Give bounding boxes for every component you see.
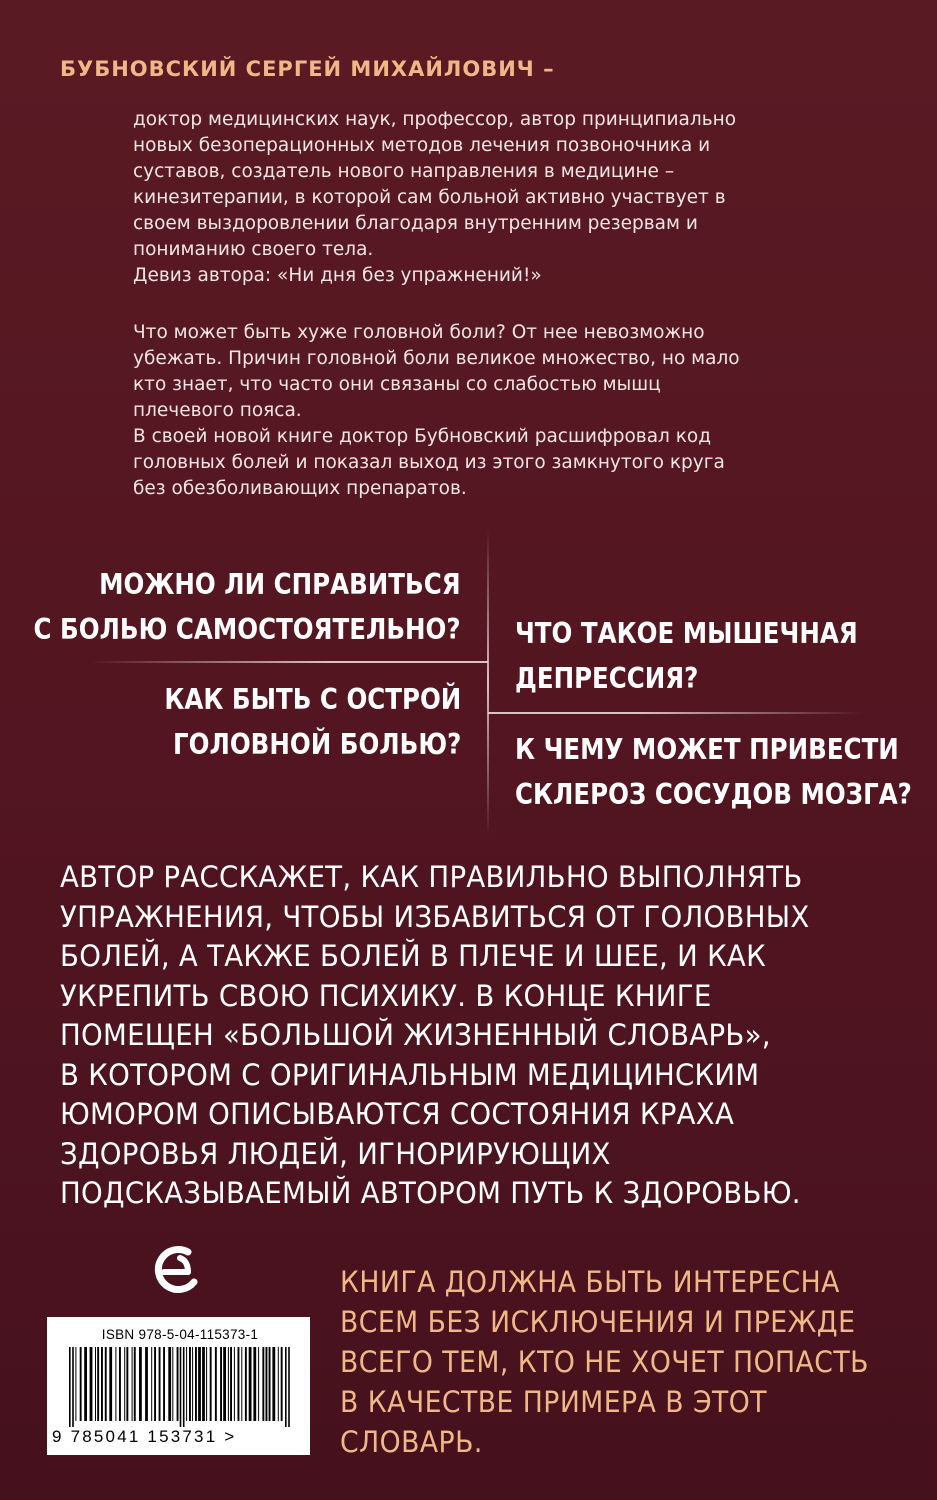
bio-line: своем выздоровлении благодаря внутренним резервам и	[133, 213, 698, 234]
intro-line: В своей новой книге доктор Бубновский расшифровал код	[133, 426, 712, 447]
barcode-bar	[241, 1347, 242, 1421]
main-line: АВТОР РАССКАЖЕТ, КАК ПРАВИЛЬНО ВЫПОЛНЯТЬ	[60, 860, 803, 894]
barcode-bar	[220, 1347, 222, 1421]
barcode-bar	[249, 1347, 252, 1421]
main-line: БОЛЕЙ, А ТАКЖЕ БОЛЕЙ В ПЛЕЧЕ И ШЕЕ, И КАК	[60, 939, 766, 973]
barcode-bar	[262, 1347, 264, 1421]
barcode-bar	[69, 1347, 71, 1427]
barcode-bar	[84, 1347, 87, 1421]
question-acute-headache	[164, 677, 461, 767]
question-line: СКЛЕРОЗ СОСУДОВ МОЗГА?	[515, 778, 912, 811]
barcode-bar	[238, 1347, 240, 1421]
questions-grid	[0, 530, 937, 840]
barcode-bar	[163, 1347, 165, 1421]
barcode-bar	[109, 1347, 112, 1421]
barcode-bar	[139, 1347, 142, 1421]
intro-line: кто знает, что часто они связаны со слабостью мышц	[133, 374, 661, 395]
author-bio	[133, 107, 833, 289]
barcode-bar	[285, 1347, 287, 1427]
barcode-bar	[105, 1347, 107, 1421]
barcode-bar	[101, 1347, 103, 1421]
isbn-label: ISBN 978-5-04-115373-1	[101, 1327, 259, 1342]
barcode-bar	[177, 1347, 179, 1421]
barcode-bar	[132, 1347, 133, 1421]
barcode-bar	[115, 1347, 116, 1421]
barcode-bar	[230, 1347, 232, 1421]
barcode-bar	[202, 1347, 205, 1421]
barcode-bar	[154, 1347, 156, 1421]
barcode-bar	[245, 1347, 247, 1421]
barcode-bar	[126, 1347, 128, 1421]
barcode-bar	[192, 1347, 193, 1421]
intro-line: убежать. Причин головной боли великое множество, но мало	[133, 348, 740, 369]
barcode-bar	[124, 1347, 125, 1421]
barcode-bar	[253, 1347, 256, 1421]
question-cope-with-pain	[34, 562, 461, 652]
conclusion-line: КНИГА ДОЛЖНА БЫТЬ ИНТЕРЕСНА	[340, 1265, 840, 1299]
left-horizontal-divider	[90, 661, 488, 663]
barcode-bar	[189, 1347, 191, 1421]
barcode-bar	[75, 1347, 76, 1421]
intro-line: головных болей и показал выход из этого замкнутого круга	[133, 452, 725, 473]
barcode-bar	[266, 1347, 268, 1421]
bio-line: пониманию своего тела.	[133, 239, 374, 260]
question-muscle-depression	[515, 611, 858, 701]
author-name-heading: БУБНОВСКИЙ СЕРГЕЙ МИХАЙЛОВИЧ –	[60, 57, 555, 81]
question-line: С БОЛЬЮ САМОСТОЯТЕЛЬНО?	[33, 613, 461, 646]
bio-line: новых безоперационных методов лечения позвоночника и	[133, 135, 711, 156]
barcode-bar	[180, 1347, 182, 1427]
main-line: УКРЕПИТЬ СВОЮ ПСИХИКУ. В КОНЦЕ КНИГЕ	[60, 978, 712, 1013]
barcode-bar	[186, 1347, 187, 1421]
barcode-bar	[258, 1347, 259, 1421]
barcode-bar	[80, 1347, 82, 1421]
barcode-bar	[183, 1347, 185, 1427]
barcode-panel	[47, 1317, 310, 1455]
barcode-digits: 9 785041 153731 >	[52, 1427, 237, 1446]
intro-line: Что может быть хуже головной боли? От нее невозможно	[133, 322, 705, 343]
barcode-bar	[215, 1347, 217, 1421]
barcode-bar	[72, 1347, 74, 1427]
barcode-bar	[228, 1347, 229, 1421]
main-line: В КОТОРОМ С ОРИГИНАЛЬНЫМ МЕДИЦИНСКИМ	[60, 1057, 760, 1092]
barcode-bar	[210, 1347, 212, 1421]
bio-line: кинезитерапии, в которой сам больной активно участвует в	[133, 187, 726, 208]
barcode-bar	[272, 1347, 275, 1421]
barcode-bar	[119, 1347, 121, 1421]
vertical-divider	[487, 530, 489, 836]
barcode-bar	[145, 1347, 148, 1421]
barcode-bar	[90, 1347, 93, 1421]
barcode-bar	[288, 1347, 290, 1427]
conclusion-line: СЛОВАРЬ.	[340, 1425, 483, 1459]
conclusion-line: ВСЕГО ТЕМ, КТО НЕ ХОЧЕТ ПОПАСТЬ	[340, 1345, 869, 1379]
intro-line: плечевого пояса.	[133, 400, 302, 421]
barcode-bar	[278, 1347, 279, 1421]
bio-line: суставов, создатель нового направления в медицине –	[133, 161, 675, 182]
barcode-bar	[97, 1347, 99, 1421]
main-description	[60, 858, 810, 1214]
main-line: ПОМЕЩЕН «БОЛЬШОЙ ЖИЗНЕННЫЙ СЛОВАРЬ»,	[60, 1018, 771, 1052]
publisher-logo-icon	[150, 1242, 202, 1302]
barcode-bar	[269, 1347, 271, 1421]
book-intro	[133, 320, 833, 502]
question-brain-sclerosis	[515, 727, 912, 817]
barcode-bar	[281, 1347, 283, 1421]
barcode-bar	[198, 1347, 201, 1421]
question-line: К ЧЕМУ МОЖЕТ ПРИВЕСТИ	[515, 733, 899, 766]
question-line: КАК БЫТЬ С ОСТРОЙ	[164, 683, 461, 716]
right-horizontal-divider	[488, 712, 863, 714]
barcode-bar	[223, 1347, 226, 1421]
barcode-bar	[151, 1347, 152, 1421]
main-line: ЗДОРОВЬЯ ЛЮДЕЙ, ИГНОРИРУЮЩИХ	[60, 1136, 611, 1171]
question-line: МОЖНО ЛИ СПРАВИТЬСЯ	[99, 568, 462, 601]
conclusion-text	[340, 1262, 869, 1462]
barcode-bar	[234, 1347, 235, 1421]
barcode-bar	[159, 1347, 161, 1421]
conclusion-line: ВСЕМ БЕЗ ИСКЛЮЧЕНИЯ И ПРЕЖДЕ	[340, 1305, 856, 1339]
barcode-bar	[172, 1347, 173, 1421]
question-line: ДЕПРЕССИЯ?	[515, 662, 699, 695]
main-line: УПРАЖНЕНИЯ, ЧТОБЫ ИЗБАВИТЬСЯ ОТ ГОЛОВНЫХ	[60, 899, 810, 934]
barcode-bar	[195, 1347, 197, 1421]
barcode-bar	[206, 1347, 207, 1421]
barcode-bar	[95, 1347, 96, 1421]
main-line: ПОДСКАЗЫВАЕМЫЙ АВТОРОМ ПУТЬ К ЗДОРОВЬЮ.	[60, 1176, 801, 1210]
barcode-bar	[168, 1347, 171, 1421]
barcode-bar	[134, 1347, 136, 1421]
intro-line: без обезболивающих препаратов.	[133, 478, 467, 499]
bio-line: доктор медицинских наук, профессор, автор принципиально	[133, 109, 737, 130]
conclusion-line: В КАЧЕСТВЕ ПРИМЕРА В ЭТОТ	[340, 1385, 768, 1419]
author-motto: Девиз автора: «Ни дня без упражнений!»	[133, 265, 542, 286]
main-line: ЮМОРОМ ОПИСЫВАЮТСЯ СОСТОЯНИЯ КРАХА	[60, 1097, 735, 1131]
question-line: ГОЛОВНОЙ БОЛЬЮ?	[172, 728, 461, 761]
question-line: ЧТО ТАКОЕ МЫШЕЧНАЯ	[515, 617, 858, 650]
barcode-bars	[47, 1343, 310, 1429]
